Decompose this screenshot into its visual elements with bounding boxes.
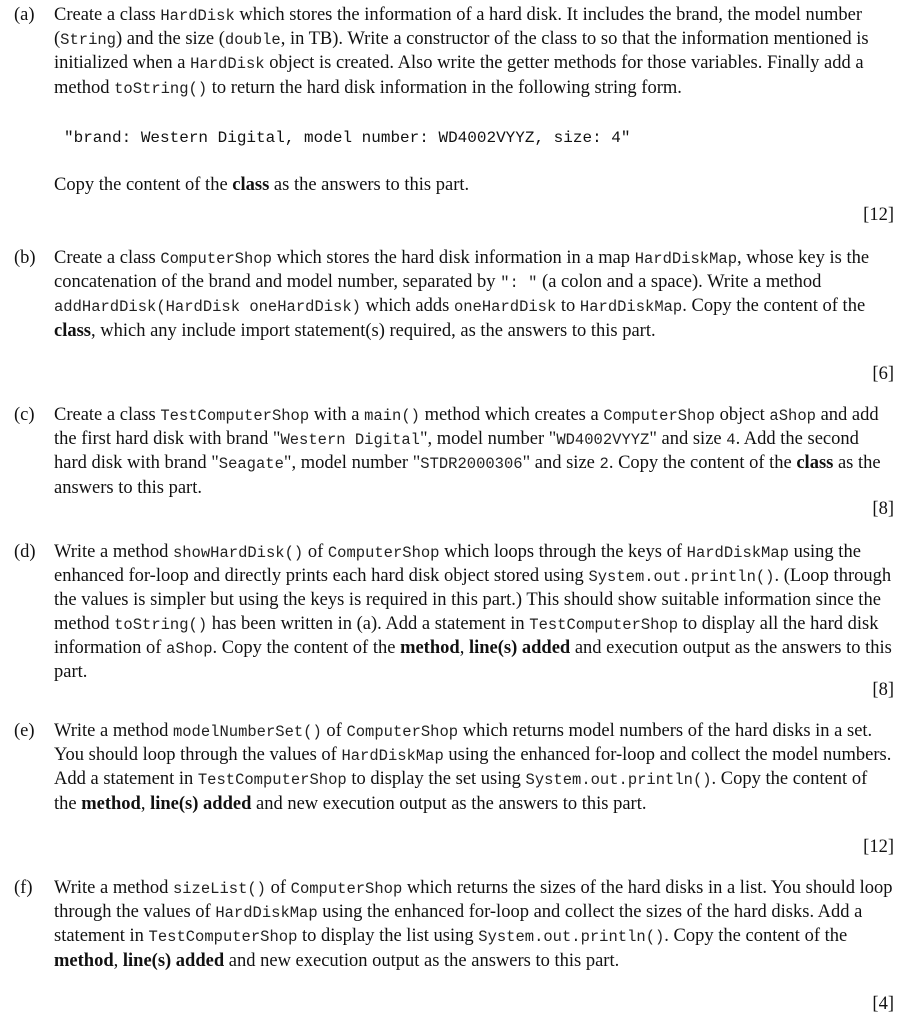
inline-code: main() (364, 407, 420, 425)
part-text: Create a class TestComputerShop with a main() method which creates a ComputerShop object aShop and add the first hard disk with brand "Western Digital", model number "WD4002VYYZ" and size 4. Add the second hard disk with brand "Seagate", model number "STDR2000306" and size 2. Copy the content of the class as the answers to this part. (54, 405, 881, 498)
inline-code: HardDiskMap (686, 544, 789, 562)
part-text: Create a class HardDisk which stores the information of a hard disk. It includes the brand, the model number (String) and the size (double, in TB). Write a constructor of the class to so that the information mentioned is initialized when a HardDisk object is created. Also write the getter methods for those variables. Finally add a method toString() to return the hard disk information in the following string form. (54, 5, 869, 98)
part-label: (a) (14, 5, 35, 25)
inline-code: HardDisk (190, 55, 265, 74)
marks: [6] (872, 364, 894, 384)
inline-code: STDR2000306 (420, 455, 523, 474)
inline-code: ComputerShop (346, 723, 459, 741)
example-output-code: "brand: Western Digital, model number: WD4002VYYZ, size: 4" (64, 128, 631, 147)
inline-code: ComputerShop (327, 544, 440, 562)
part-label: (c) (14, 405, 35, 425)
inline-code: ": " (500, 274, 538, 293)
inline-code: ComputerShop (290, 880, 403, 898)
part-label: (d) (14, 542, 36, 562)
bold-term: method (81, 793, 141, 814)
inline-code: HardDiskMap (215, 904, 318, 923)
marks: [8] (872, 499, 894, 519)
inline-code: WD4002VYYZ (556, 431, 650, 450)
inline-code: double (224, 31, 281, 50)
bold-term: method (54, 950, 114, 971)
marks: [12] (863, 205, 894, 225)
part-text: Write a method showHardDisk() of ComputerShop which loops through the keys of HardDiskMap using the enhanced for-loop and directly prints each hard disk object stored using System.out.println(). (Loop through the values is simpler but using the keys is required in this part.) This should show suitable information since the method toString() has been written in (a). Add a statement in TestComputerShop to display all the hard disk information of aShop. Copy the content of the method, line(s) added and execution output as the answers to this part. (54, 542, 892, 683)
part-label: (f) (14, 878, 33, 898)
inline-code: sizeList() (172, 880, 266, 898)
inline-code: 4 (726, 431, 736, 450)
inline-code: showHardDisk() (172, 544, 304, 562)
question-part-c (14, 404, 894, 519)
inline-code: System.out.println() (588, 568, 775, 587)
inline-code: 2 (599, 455, 609, 474)
part-text: Write a method sizeList() of ComputerShop which returns the sizes of the hard disks in a list. You should loop through the values of HardDiskMap using the enhanced for-loop and collect the sizes of the hard disks. Add a statement in TestComputerShop to display the list using System.out.println(). Copy the content of the method, line(s) added and new execution output as the answers to this part. (54, 878, 893, 971)
part-text: Write a method modelNumberSet() of ComputerShop which returns model numbers of the hard disks in a set. You should loop through the values of HardDiskMap using the enhanced for-loop and collect the model numbers. Add a statement in TestComputerShop to display the set using System.out.println(). Copy the content of the method, line(s) added and new execution output as the answers to this part. (54, 721, 892, 814)
inline-code: oneHardDisk (453, 298, 557, 317)
inline-code: TestComputerShop (160, 407, 310, 425)
question-part-b (14, 247, 894, 384)
part-label: (e) (14, 721, 35, 741)
inline-code: addHardDisk(HardDisk oneHardDisk) (54, 298, 361, 317)
inline-code: TestComputerShop (197, 771, 347, 790)
inline-code: HardDiskMap (634, 250, 738, 268)
inline-code: HardDiskMap (341, 747, 444, 766)
question-part-a (14, 4, 894, 225)
inline-code: System.out.println() (525, 771, 712, 790)
inline-code: String (60, 31, 116, 50)
inline-code: ComputerShop (160, 250, 272, 268)
inline-code: aShop (769, 407, 816, 425)
part-label: (b) (14, 248, 36, 268)
bold-term: line(s) added (122, 950, 225, 971)
question-part-f (14, 877, 894, 1014)
inline-code: TestComputerShop (529, 615, 679, 634)
bold-term: line(s) added (468, 637, 571, 658)
bold-term: class (796, 453, 834, 474)
inline-code: Seagate (218, 455, 284, 474)
bold-term: class (232, 175, 270, 196)
bold-term: line(s) added (150, 793, 252, 814)
marks: [8] (872, 680, 894, 700)
inline-code: System.out.println() (478, 928, 665, 947)
marks: [4] (872, 994, 894, 1014)
inline-code: toString() (114, 79, 208, 98)
inline-code: HardDiskMap (579, 298, 683, 317)
inline-code: Western Digital (280, 431, 420, 450)
bold-term: method (400, 637, 460, 658)
inline-code: modelNumberSet() (172, 723, 322, 741)
part-instruction: Copy the content of the class as the answers to this part. (54, 175, 470, 196)
bold-term: class (54, 320, 91, 341)
question-part-d (14, 541, 894, 700)
inline-code: toString() (114, 615, 208, 634)
inline-code: ComputerShop (603, 407, 715, 425)
inline-code: aShop (166, 639, 213, 658)
part-text: Create a class ComputerShop which stores the hard disk information in a map HardDiskMap, whose key is the concatenation of the brand and model number, separated by ": " (a colon and a space). Write a method addHardDisk(HardDisk oneHardDisk) which adds oneHardDisk to HardDiskMap. Copy the content of the class, which any include import statement(s) required, as the answers to this part. (54, 248, 870, 341)
question-part-e (14, 720, 894, 857)
inline-code: HardDisk (160, 7, 235, 25)
inline-code: TestComputerShop (148, 928, 298, 947)
marks: [12] (863, 837, 894, 857)
